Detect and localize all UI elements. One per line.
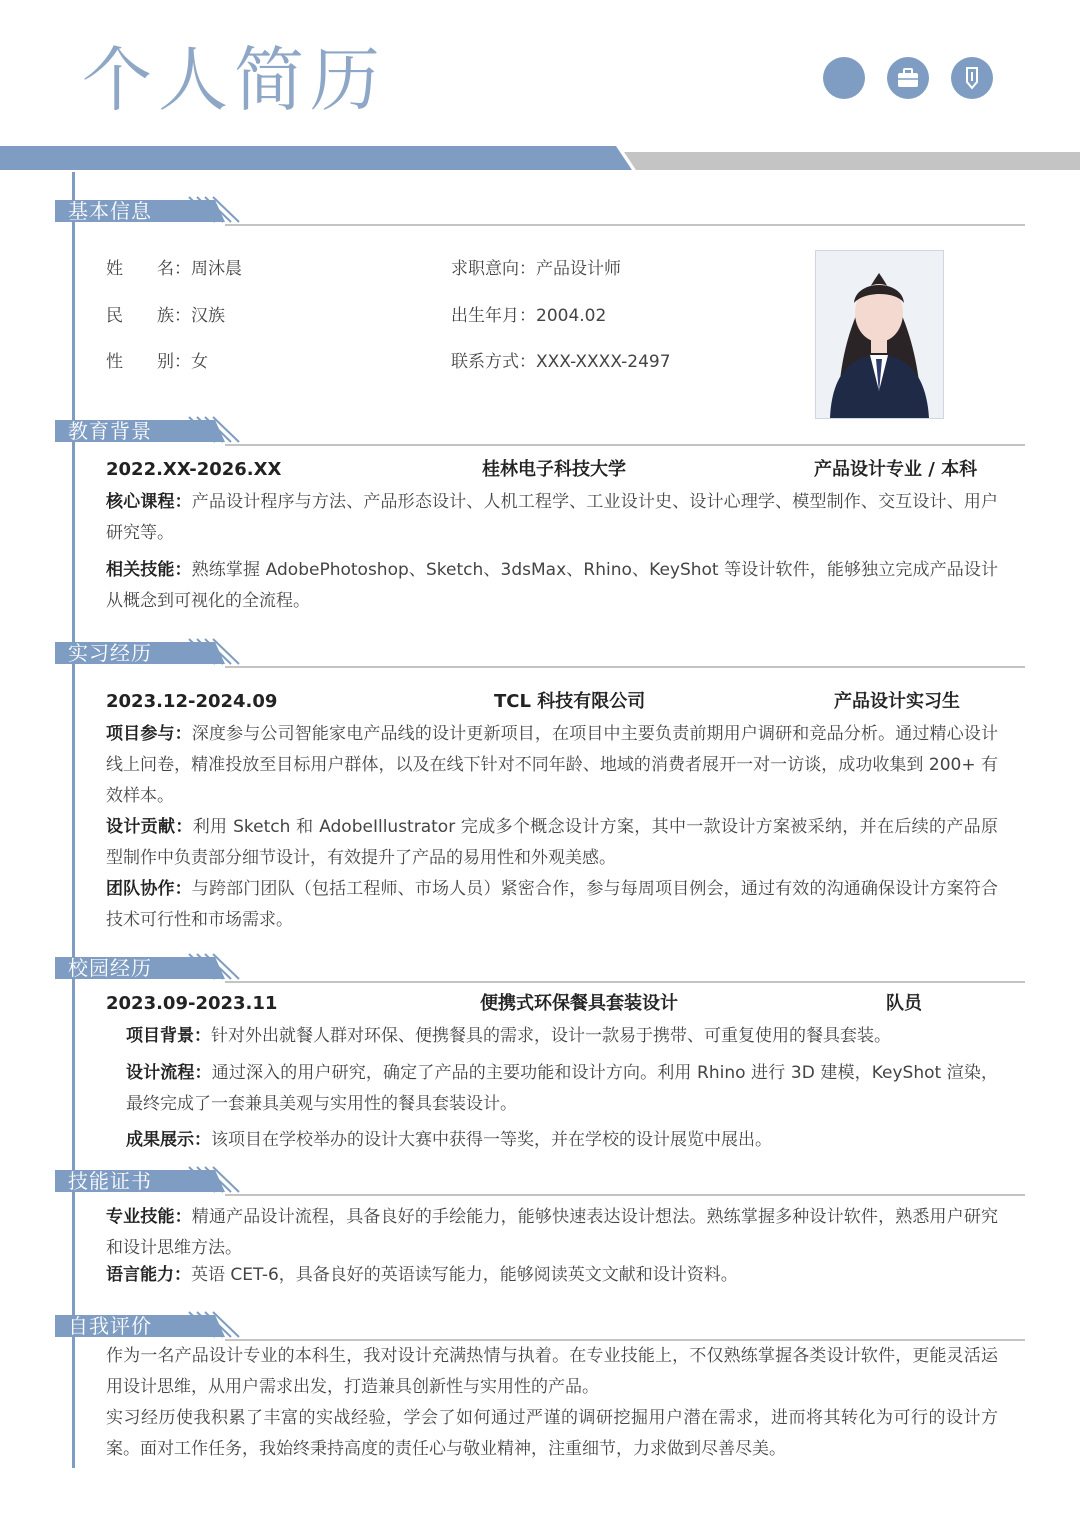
self-paragraph: 实习经历使我积累了丰富的实战经验，学会了如何通过严谨的调研挖掘用户潜在需求，进而将其转化为可行的设计方案。面对工作任务，我始终秉持高度的责任心与敬业精神，注重细节，力求做到尽善尽美。	[106, 1408, 998, 1459]
section-title: 自我评价	[68, 1314, 152, 1335]
item-text: 深度参与公司智能家电产品线的设计更新项目，在项目中主要负责前期用户调研和竞品分析。通过精心设计线上问卷，精准投放至目标用户群体，以及在线下针对不同年龄、地域的消费者展开一对一访谈，成功收集到 200+ 有效样本。	[106, 724, 999, 806]
contact-value: XXX-XXXX-2497	[536, 352, 671, 372]
section-header-self	[55, 1309, 1025, 1343]
cert-item	[106, 1202, 998, 1264]
campus-role: 队员	[886, 993, 922, 1014]
item-label: 项目背景：	[126, 1026, 211, 1046]
item-text: 英语 CET-6，具备良好的英语读写能力，能够阅读英文文献和设计资料。	[191, 1265, 738, 1285]
education-period: 2022.XX-2026.XX	[106, 459, 282, 480]
name-value: 周沐晨	[191, 259, 242, 279]
education-courses	[106, 487, 998, 549]
profile-photo	[815, 250, 944, 419]
section-title: 实习经历	[68, 641, 152, 662]
internship-item	[106, 812, 998, 874]
item-label: 专业技能：	[106, 1207, 192, 1227]
item-text: 与跨部门团队（包括工程师、市场人员）紧密合作，参与每周项目例会，通过有效的沟通确保设计方案符合技术可行性和市场需求。	[106, 879, 999, 930]
birth-row	[451, 305, 606, 327]
section-title: 技能证书	[68, 1169, 152, 1190]
education-major: 产品设计专业 / 本科	[814, 459, 978, 480]
self-paragraph: 作为一名产品设计专业的本科生，我对设计充满热情与执着。在专业技能上，不仅熟练掌握各类设计软件，更能灵活运用设计思维，从用户需求出发，打造兼具创新性与实用性的产品。	[106, 1346, 998, 1397]
internship-role: 产品设计实习生	[834, 691, 960, 712]
internship-item	[106, 874, 998, 936]
item-text: 针对外出就餐人群对环保、便携餐具的需求，设计一款易于携带、可重复使用的餐具套装。	[211, 1026, 891, 1046]
person-circle-icon	[823, 57, 865, 99]
item-text: 利用 Sketch 和 AdobeIllustrator 完成多个概念设计方案，其中一款设计方案被采纳，并在后续的产品原型制作中负责部分细节设计，有效提升了产品的易用性和外观美感。	[106, 817, 998, 868]
section-title: 教育背景	[68, 419, 152, 440]
section-title: 校园经历	[68, 956, 152, 977]
education-skills	[106, 555, 998, 617]
courses-text: 产品设计程序与方法、产品形态设计、人机工程学、工业设计史、设计心理学、模型制作、交互设计、用户研究等。	[106, 492, 999, 543]
section-header-certs	[55, 1164, 1025, 1198]
ethnicity-row	[106, 305, 225, 327]
campus-period: 2023.09-2023.11	[106, 993, 278, 1014]
campus-project: 便携式环保餐具套装设计	[480, 993, 678, 1014]
section-title: 基本信息	[68, 199, 152, 220]
header-divider-bar	[0, 144, 1080, 174]
section-header-internship	[55, 636, 1025, 670]
item-label: 成果展示：	[126, 1130, 211, 1150]
name-label: 姓 名：	[106, 259, 191, 279]
item-text: 通过深入的用户研究，确定了产品的主要功能和设计方向。利用 Rhino 进行 3D 建模，KeyShot 渲染，最终完成了一套兼具美观与实用性的餐具套装设计。	[126, 1063, 998, 1114]
name-row	[106, 258, 242, 280]
internship-period: 2023.12-2024.09	[106, 691, 278, 712]
birth-value: 2004.02	[536, 306, 607, 326]
timeline-line	[72, 172, 75, 1468]
cert-item	[106, 1260, 998, 1291]
birth-label: 出生年月：	[451, 306, 536, 326]
campus-item	[126, 1021, 998, 1052]
ethnicity-label: 民 族：	[106, 306, 191, 326]
internship-item	[106, 719, 998, 812]
item-label: 项目参与：	[106, 724, 192, 744]
section-header-basic	[55, 194, 1025, 228]
item-label: 语言能力：	[106, 1265, 191, 1285]
item-text: 该项目在学校举办的设计大赛中获得一等奖，并在学校的设计展览中展出。	[211, 1130, 772, 1150]
item-text: 精通产品设计流程，具备良好的手绘能力，能够快速表达设计想法。熟练掌握多种设计软件，熟悉用户研究和设计思维方法。	[106, 1207, 999, 1258]
item-label: 设计流程：	[126, 1063, 212, 1083]
gender-value: 女	[191, 352, 208, 372]
gender-label: 性 别：	[106, 352, 191, 372]
skills-label: 相关技能：	[106, 560, 192, 580]
item-label: 设计贡献：	[106, 817, 193, 837]
intent-row	[451, 258, 621, 280]
intent-value: 产品设计师	[536, 259, 621, 279]
page-title: 个人简历	[82, 39, 386, 121]
campus-item	[126, 1058, 998, 1120]
courses-label: 核心课程：	[106, 492, 192, 512]
pen-icon	[951, 57, 993, 99]
contact-label: 联系方式：	[451, 352, 536, 372]
contact-row	[451, 351, 671, 373]
internship-company: TCL 科技有限公司	[494, 691, 646, 712]
section-header-education	[55, 414, 1025, 448]
item-label: 团队协作：	[106, 879, 192, 899]
gender-row	[106, 351, 208, 373]
skills-text: 熟练掌握 AdobePhotoshop、Sketch、3dsMax、Rhino、KeyShot 等设计软件，能够独立完成产品设计从概念到可视化的全流程。	[106, 560, 999, 611]
education-school: 桂林电子科技大学	[482, 459, 626, 480]
section-header-campus	[55, 951, 1025, 985]
briefcase-icon	[887, 57, 929, 99]
intent-label: 求职意向：	[451, 259, 536, 279]
campus-item	[126, 1125, 998, 1156]
ethnicity-value: 汉族	[191, 306, 225, 326]
